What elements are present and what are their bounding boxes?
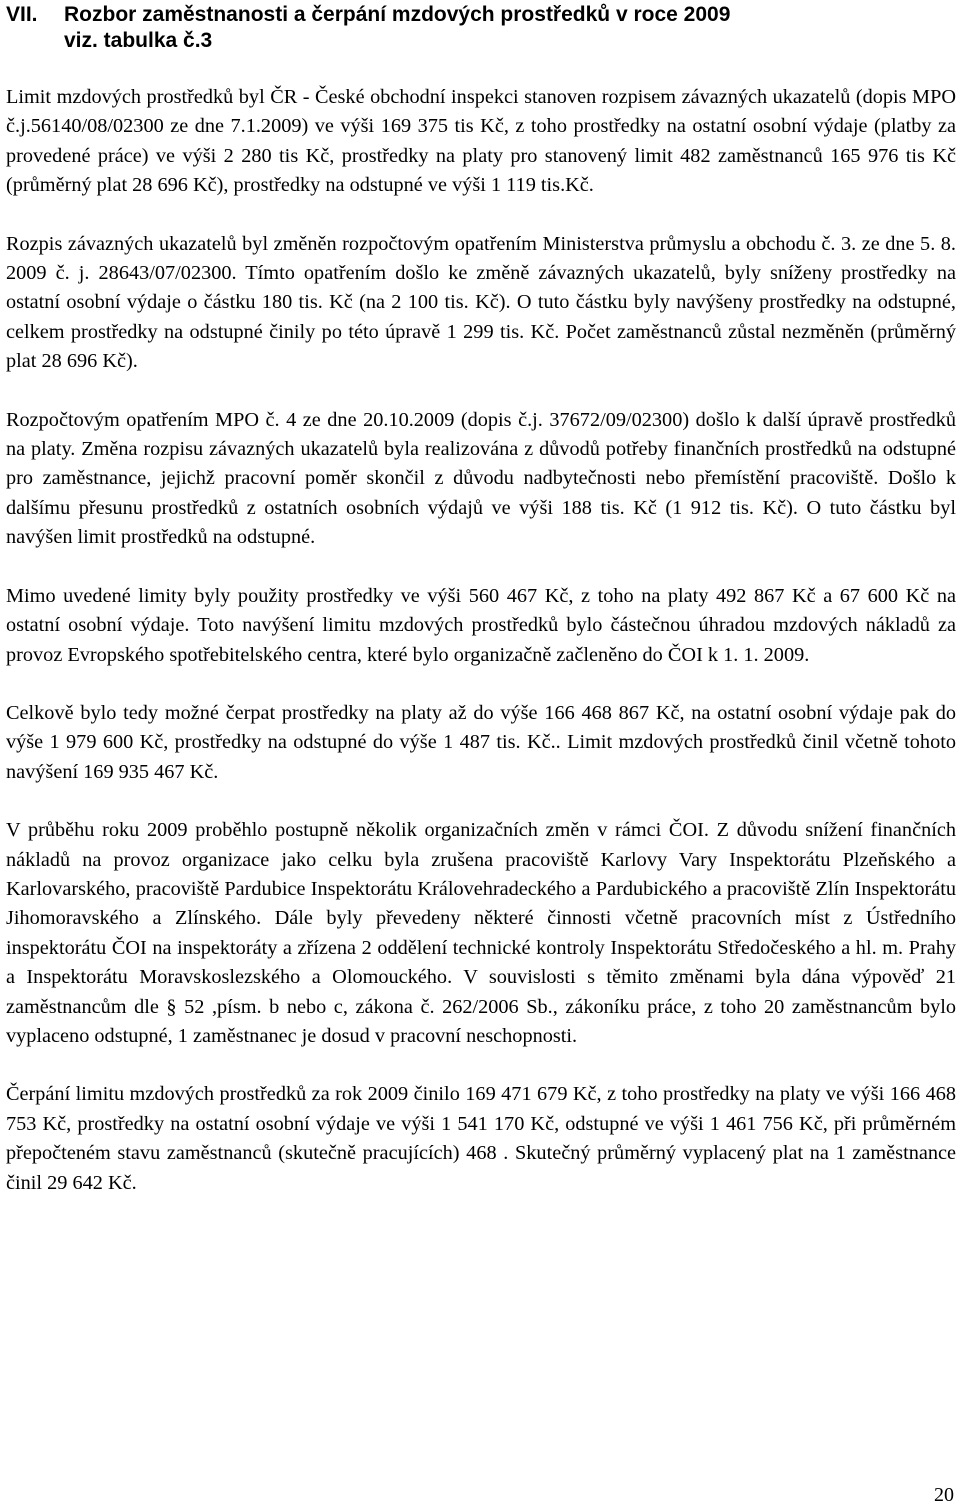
paragraph-organizational-changes: V průběhu roku 2009 proběhlo postupně několik organizačních změn v rámci ČOI. Z důvodu snížení finančních nákladů na provoz organizace jako celku byla zrušena pracoviště Karlovy Vary Inspektorátu Plzeňského a Karlovarského, pracoviště Pardubice Inspektorátu Královehradeckého a Pardubického a pracoviště Zlín Inspektorátu Jihomoravského a Zlínského. Dále byly převedeny některé činnosti včetně pracovních míst z Ústředního inspektorátu ČOI na inspektoráty a zřízena 2 oddělení technické kontroly Inspektorátu Středočeského a hl. m. Prahy a Inspektorátu Moravskoslezského a Olomouckého. V souvislosti s těmito změnami byla dána výpověď 21 zaměstnancům dle § 52 ,písm. b nebo c, zákona č. 262/2006 Sb., zákoníku práce, z toho 20 zaměstnancům bylo vyplaceno odstupné, 1 zaměstnanec je dosud v pracovní neschopnosti.	[6, 819, 956, 1047]
section-title: Rozbor zaměstnanosti a čerpání mzdových prostředků v roce 2009	[64, 3, 731, 26]
paragraph-limit-usage: Čerpání limitu mzdových prostředků za rok 2009 činilo 169 471 679 Kč, z toho prostředky na platy ve výši 166 468 753 Kč, prostředky na ostatní osobní výdaje ve výši 1 541 170 Kč, odstupné ve výši 1 461 756 Kč, při průměrném přepočteném stavu zaměstnanců (skutečně pracujících) 468 . Skutečný průměrný vyplacený plat na 1 zaměstnance činil 29 642 Kč.	[6, 1083, 956, 1194]
document-page	[6, 0, 956, 1198]
paragraph-total-limit: Celkově bylo tedy možné čerpat prostředky na platy až do výše 166 468 867 Kč, na ostatní osobní výdaje pak do výše 1 979 600 Kč, prostředky na odstupné do výše 1 487 tis. Kč.. Limit mzdových prostředků činil včetně tohoto navýšení 169 935 467 Kč.	[6, 701, 956, 783]
paragraph-additional-funds: Mimo uvedené limity byly použity prostředky ve výši 560 467 Kč, z toho na platy 492 867 Kč a 67 600 Kč na ostatní osobní výdaje. Toto navýšení limitu mzdových prostředků bylo částečnou úhradou mzdových nákladů za provoz Evropského spotřebitelského centra, které bylo organizačně začleněno do ČOI k 1. 1. 2009.	[6, 584, 956, 666]
section-subtitle: viz. tabulka č.3	[64, 29, 213, 52]
page-number: 20	[934, 1484, 954, 1506]
section-heading	[6, 0, 956, 54]
section-number: VII.	[6, 3, 38, 26]
paragraph-budget-change-1: Rozpis závazných ukazatelů byl změněn rozpočtovým opatřením Ministerstva průmyslu a obchodu č. 3. ze dne 5. 8. 2009 č. j. 28643/07/02300. Tímto opatřením došlo ke změně závazných ukazatelů, byly sníženy prostředky na ostatní osobní výdaje o částku 180 tis. Kč (na 2 100 tis. Kč). O tuto částku byly navýšeny prostředky na odstupné, celkem prostředky na odstupné činily po této úpravě 1 299 tis. Kč. Počet zaměstnanců zůstal nezměněn (průměrný plat 28 696 Kč).	[6, 232, 956, 373]
paragraph-budget-change-2: Rozpočtovým opatřením MPO č. 4 ze dne 20.10.2009 (dopis č.j. 37672/09/02300) došlo k další úpravě prostředků na platy. Změna rozpisu závazných ukazatelů byla realizována z důvodů potřeby finančních prostředků na odstupné pro zaměstnance, jejichž pracovní poměr skončil z důvodu nadbytečnosti nebo přemístění pracoviště. Došlo k dalšímu přesunu prostředků z ostatních osobních výdajů ve výši 188 tis. Kč (1 912 tis. Kč). O tuto částku byl navýšen limit prostředků na odstupné.	[6, 408, 956, 549]
paragraph-wage-limit: Limit mzdových prostředků byl ČR - České obchodní inspekci stanoven rozpisem závazných ukazatelů (dopis MPO č.j.56140/08/02300 ze dne 7.1.2009) ve výši 169 375 tis Kč, z toho prostředky na ostatní osobní výdaje (platby za provedené práce) ve výši 2 280 tis Kč, prostředky na platy pro stanovený limit 482 zaměstnanců 165 976 tis Kč (průměrný plat 28 696 Kč), prostředky na odstupné ve výši 1 119 tis.Kč.	[6, 86, 956, 197]
